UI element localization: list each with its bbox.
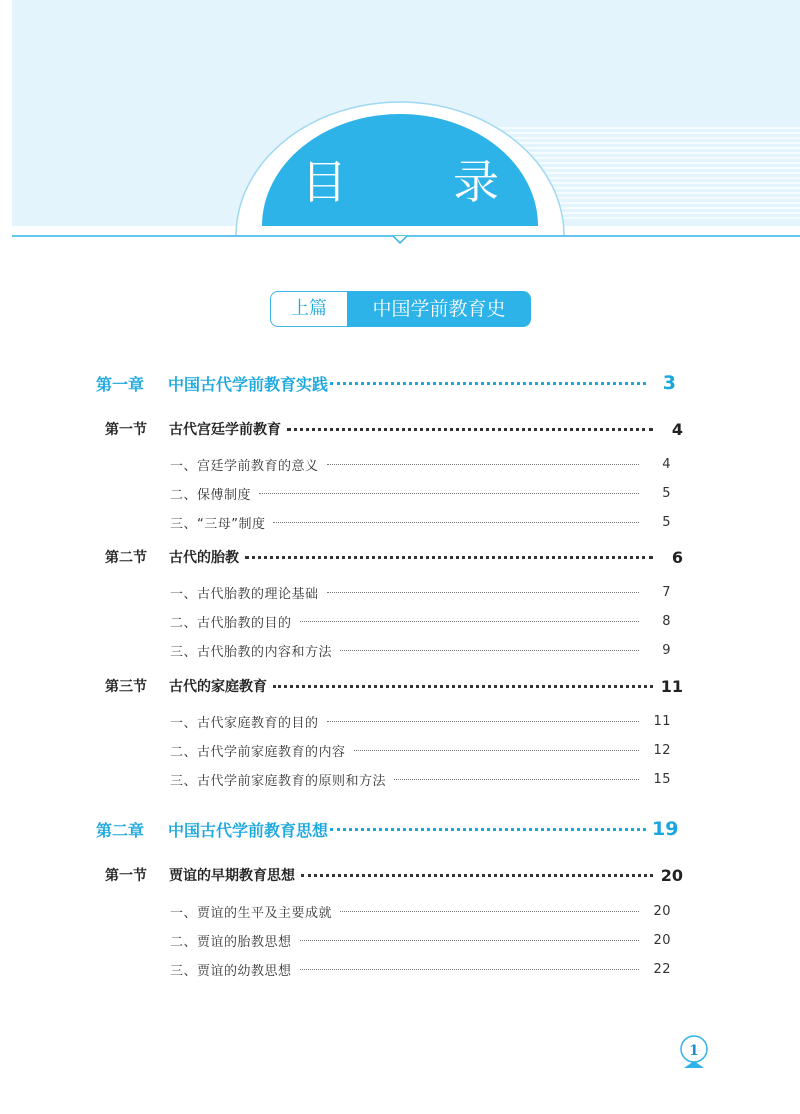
toc-section-1-3[interactable] [105, 674, 683, 698]
toc-item[interactable] [170, 452, 671, 476]
leader-dots [340, 650, 639, 651]
leader-dots [340, 911, 639, 912]
item-page: 12 [653, 742, 671, 758]
toc-item[interactable] [170, 738, 671, 762]
toc-item[interactable] [170, 510, 671, 534]
section-title: 古代的胎教 [169, 550, 239, 566]
toc-section-1-1[interactable] [105, 417, 683, 441]
header-rule-notch [393, 236, 407, 243]
leader-dots [394, 779, 639, 780]
toc-title: 目 录 [301, 155, 529, 209]
leader-dots [259, 493, 639, 494]
leader-dots [300, 969, 639, 970]
leader-dots [300, 621, 639, 622]
item-title: 一、贾谊的生平及主要成就 [170, 905, 333, 921]
item-page: 15 [653, 771, 671, 787]
leader-dots [354, 750, 639, 751]
toc-item[interactable] [170, 580, 671, 604]
page-number: 1 [689, 1043, 699, 1059]
toc-item[interactable] [170, 481, 671, 505]
chapter-page: 3 [662, 372, 676, 394]
leader-dots [327, 464, 639, 465]
chapter-title: 中国古代学前教育实践 [168, 374, 329, 394]
item-page: 8 [662, 613, 671, 629]
part-banner [270, 291, 531, 327]
leader-dots [273, 522, 639, 523]
leader-dots [245, 556, 653, 559]
chapter-title: 中国古代学前教育思想 [168, 820, 329, 840]
section-number: 第二节 [105, 550, 147, 566]
section-page: 11 [660, 676, 683, 696]
section-page: 6 [671, 547, 683, 567]
item-title: 二、古代胎教的目的 [170, 615, 292, 631]
item-title: 一、古代胎教的理论基础 [170, 586, 319, 602]
chapter-number: 第二章 [96, 820, 145, 840]
leader-dots [330, 382, 646, 385]
toc-item[interactable] [170, 709, 671, 733]
section-number: 第一节 [105, 868, 147, 884]
toc-item[interactable] [170, 638, 671, 662]
toc-item[interactable] [170, 928, 671, 952]
leader-dots [330, 828, 646, 831]
toc-section-2-1[interactable] [105, 863, 683, 887]
toc-item[interactable] [170, 767, 671, 791]
chapter-number: 第一章 [96, 374, 145, 394]
toc-section-1-2[interactable] [105, 545, 683, 569]
item-page: 4 [662, 456, 671, 472]
item-page: 7 [662, 584, 671, 600]
item-title: 二、保傅制度 [170, 487, 252, 503]
leader-dots [301, 874, 653, 877]
item-title: 二、古代学前家庭教育的内容 [170, 744, 346, 760]
item-title: 三、“三母”制度 [170, 516, 266, 532]
leader-dots [273, 685, 653, 688]
leader-dots [327, 592, 639, 593]
header-decoration [0, 0, 800, 250]
section-title: 贾谊的早期教育思想 [169, 868, 295, 884]
section-page: 20 [660, 865, 683, 885]
item-title: 二、贾谊的胎教思想 [170, 934, 292, 950]
leader-dots [327, 721, 639, 722]
part-title: 中国学前教育史 [347, 291, 531, 327]
toc-chapter-1[interactable] [96, 371, 676, 395]
item-page: 20 [653, 932, 671, 948]
toc-chapter-2[interactable] [96, 817, 679, 841]
item-page: 20 [653, 903, 671, 919]
item-page: 9 [662, 642, 671, 658]
item-title: 一、宫廷学前教育的意义 [170, 458, 319, 474]
part-label: 上篇 [270, 291, 347, 327]
leader-dots [287, 428, 653, 431]
chapter-page: 19 [652, 818, 679, 840]
item-title: 三、贾谊的幼教思想 [170, 963, 292, 979]
section-title: 古代的家庭教育 [169, 679, 267, 695]
item-title: 三、古代胎教的内容和方法 [170, 644, 333, 660]
item-title: 一、古代家庭教育的目的 [170, 715, 319, 731]
section-page: 4 [671, 419, 683, 439]
section-title: 古代宫廷学前教育 [169, 422, 281, 438]
item-page: 5 [662, 485, 671, 501]
toc-item[interactable] [170, 609, 671, 633]
leader-dots [300, 940, 639, 941]
item-title: 三、古代学前家庭教育的原则和方法 [170, 773, 387, 789]
item-page: 5 [662, 514, 671, 530]
section-number: 第一节 [105, 422, 147, 438]
section-number: 第三节 [105, 679, 147, 695]
toc-item[interactable] [170, 899, 671, 923]
item-page: 22 [653, 961, 671, 977]
item-page: 11 [653, 713, 671, 729]
toc-item[interactable] [170, 957, 671, 981]
